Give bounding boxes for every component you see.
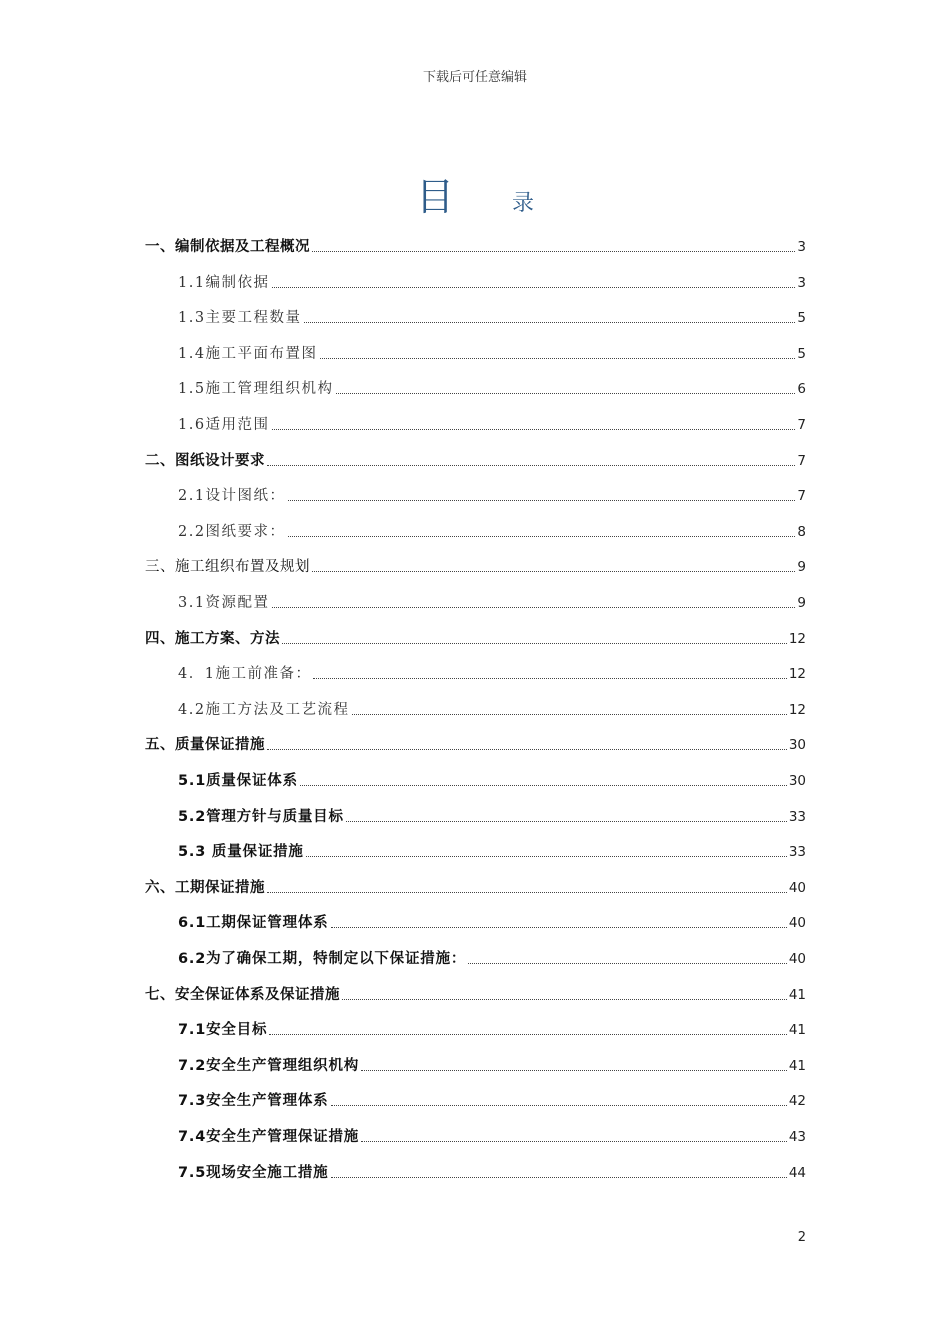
toc-entry[interactable] [178,944,806,968]
toc-entry-page: 12 [788,630,806,647]
toc-entry-title: 7.1安全目标 [178,1022,268,1039]
toc-entry-page: 7 [797,488,806,505]
toc-entry-title: 1.3主要工程数量 [178,310,302,327]
toc-entry-page: 43 [788,1129,806,1145]
toc-entry-title: 1.1编制依据 [178,274,270,291]
toc-entry[interactable] [178,1086,806,1110]
toc-dot-leader [331,1177,787,1178]
toc-entry[interactable] [178,588,806,612]
toc-entry-title: 六、工期保证措施 [145,879,265,896]
toc-entry-page: 40 [788,879,806,896]
toc-dot-leader [269,1034,787,1035]
toc-entry[interactable] [178,908,806,932]
toc-dot-leader [282,643,787,644]
toc-entry[interactable] [178,374,806,398]
toc-entry-title: 1.6适用范围 [178,417,270,433]
toc-entry-title: 2.1设计图纸： [178,488,286,505]
toc-entry-page: 9 [797,595,806,611]
toc-entry-page: 42 [788,1093,806,1110]
toc-entry[interactable] [145,873,806,897]
toc-dot-leader [267,749,787,750]
toc-entry-title: 2.2图纸要求： [178,523,286,540]
toc-entry[interactable] [145,446,806,470]
toc-entry[interactable] [145,980,806,1004]
toc-entry-page: 6 [797,381,806,398]
toc-entry[interactable] [145,552,806,576]
toc-entry[interactable] [178,517,806,541]
toc-entry-title: 七、安全保证体系及保证措施 [145,986,340,1003]
toc-title [0,166,950,221]
toc-entry-page: 41 [788,1057,806,1074]
toc-entry-title: 1.5施工管理组织机构 [178,381,334,398]
toc-entry-title: 五、质量保证措施 [145,737,265,754]
toc-dot-leader [272,429,796,430]
toc-entry[interactable] [178,1015,806,1039]
toc-dot-leader [306,856,787,857]
toc-entry-title: 7.4安全生产管理保证措施 [178,1129,360,1145]
toc-entry-title: 4．1施工前准备： [178,666,312,683]
toc-entry-page: 33 [788,844,806,861]
toc-dot-leader [336,393,796,394]
toc-entry[interactable] [178,339,806,363]
toc-entry-title: 1.4施工平面布置图 [178,345,318,362]
toc-entry-page: 40 [788,951,806,967]
toc-dot-leader [331,1105,787,1106]
header-note: 下载后可任意编辑 [422,70,527,85]
toc-dot-leader [468,963,787,964]
toc-entry[interactable] [178,1051,806,1075]
toc-dot-leader [352,714,787,715]
toc-entry-page: 30 [788,737,806,754]
toc-entry-title: 6.2为了确保工期，特制定以下保证措施： [178,951,467,967]
toc-title-char-1: 目 [415,175,454,219]
toc-dot-leader [304,322,796,323]
toc-entry-page: 41 [788,1022,806,1039]
toc-dot-leader [346,821,787,822]
toc-entry-page: 12 [788,701,806,718]
toc-entry-title: 7.3安全生产管理体系 [178,1093,329,1110]
toc-dot-leader [288,536,796,537]
toc-dot-leader [342,999,787,1000]
toc-entry-title: 7.5现场安全施工措施 [178,1164,329,1181]
toc-dot-leader [313,678,786,679]
toc-entry-page: 5 [797,310,806,327]
toc-entry-title: 三、施工组织布置及规划 [145,559,310,576]
toc-entry-title: 5.3 质量保证措施 [178,844,304,861]
toc-entry-page: 7 [797,452,806,469]
toc-dot-leader [312,571,795,572]
toc-dot-leader [272,607,796,608]
toc-entry[interactable] [178,303,806,327]
toc-entry[interactable] [178,481,806,505]
toc-dot-leader [267,465,795,466]
toc-entry[interactable] [178,1158,806,1182]
toc-dot-leader [300,785,787,786]
toc-entry-page: 8 [797,523,806,540]
toc-entry-title: 5.1质量保证体系 [178,773,298,789]
toc-dot-leader [320,358,796,359]
toc-entry[interactable] [178,410,806,434]
toc-dot-leader [361,1070,787,1071]
toc-entry[interactable] [178,837,806,861]
toc-dot-leader [267,892,787,893]
toc-entry[interactable] [178,766,806,790]
toc-entry[interactable] [178,1122,806,1146]
toc-entry[interactable] [178,268,806,292]
toc-entry-page: 41 [788,986,806,1003]
toc-entry-title: 5.2管理方针与质量目标 [178,808,344,825]
toc-entry[interactable] [178,695,806,719]
toc-entry-title: 一、编制依据及工程概况 [145,239,310,255]
toc-dot-leader [361,1141,787,1142]
toc-entry[interactable] [178,659,806,683]
toc-entry-page: 3 [797,239,806,255]
toc-entry-title: 二、图纸设计要求 [145,452,265,469]
toc-entry-page: 7 [797,417,806,433]
toc-entry-page: 9 [797,559,806,576]
toc-entry-page: 44 [788,1164,806,1181]
toc-entry-page: 5 [797,345,806,362]
toc-title-char-2: 录 [512,191,535,216]
toc-entry-page: 40 [788,915,806,932]
toc-entry[interactable] [145,232,806,256]
toc-entry-title: 四、施工方案、方法 [145,630,280,647]
toc-entry-page: 30 [788,773,806,789]
toc-entry-title: 3.1资源配置 [178,595,270,611]
toc-entry[interactable] [145,624,806,648]
toc-dot-leader [312,251,795,252]
toc-dot-leader [288,500,796,501]
toc-entry[interactable] [145,730,806,754]
toc-entry[interactable] [178,802,806,826]
toc-dot-leader [272,287,796,288]
toc-entry-page: 12 [788,666,806,683]
toc-entry-page: 3 [797,274,806,291]
toc-dot-leader [331,927,787,928]
page-number: 2 [797,1230,806,1245]
toc-entry-title: 4.2施工方法及工艺流程 [178,701,350,718]
toc-entry-title: 6.1工期保证管理体系 [178,915,329,932]
toc-entry-page: 33 [788,808,806,825]
toc-entry-title: 7.2安全生产管理组织机构 [178,1057,360,1074]
